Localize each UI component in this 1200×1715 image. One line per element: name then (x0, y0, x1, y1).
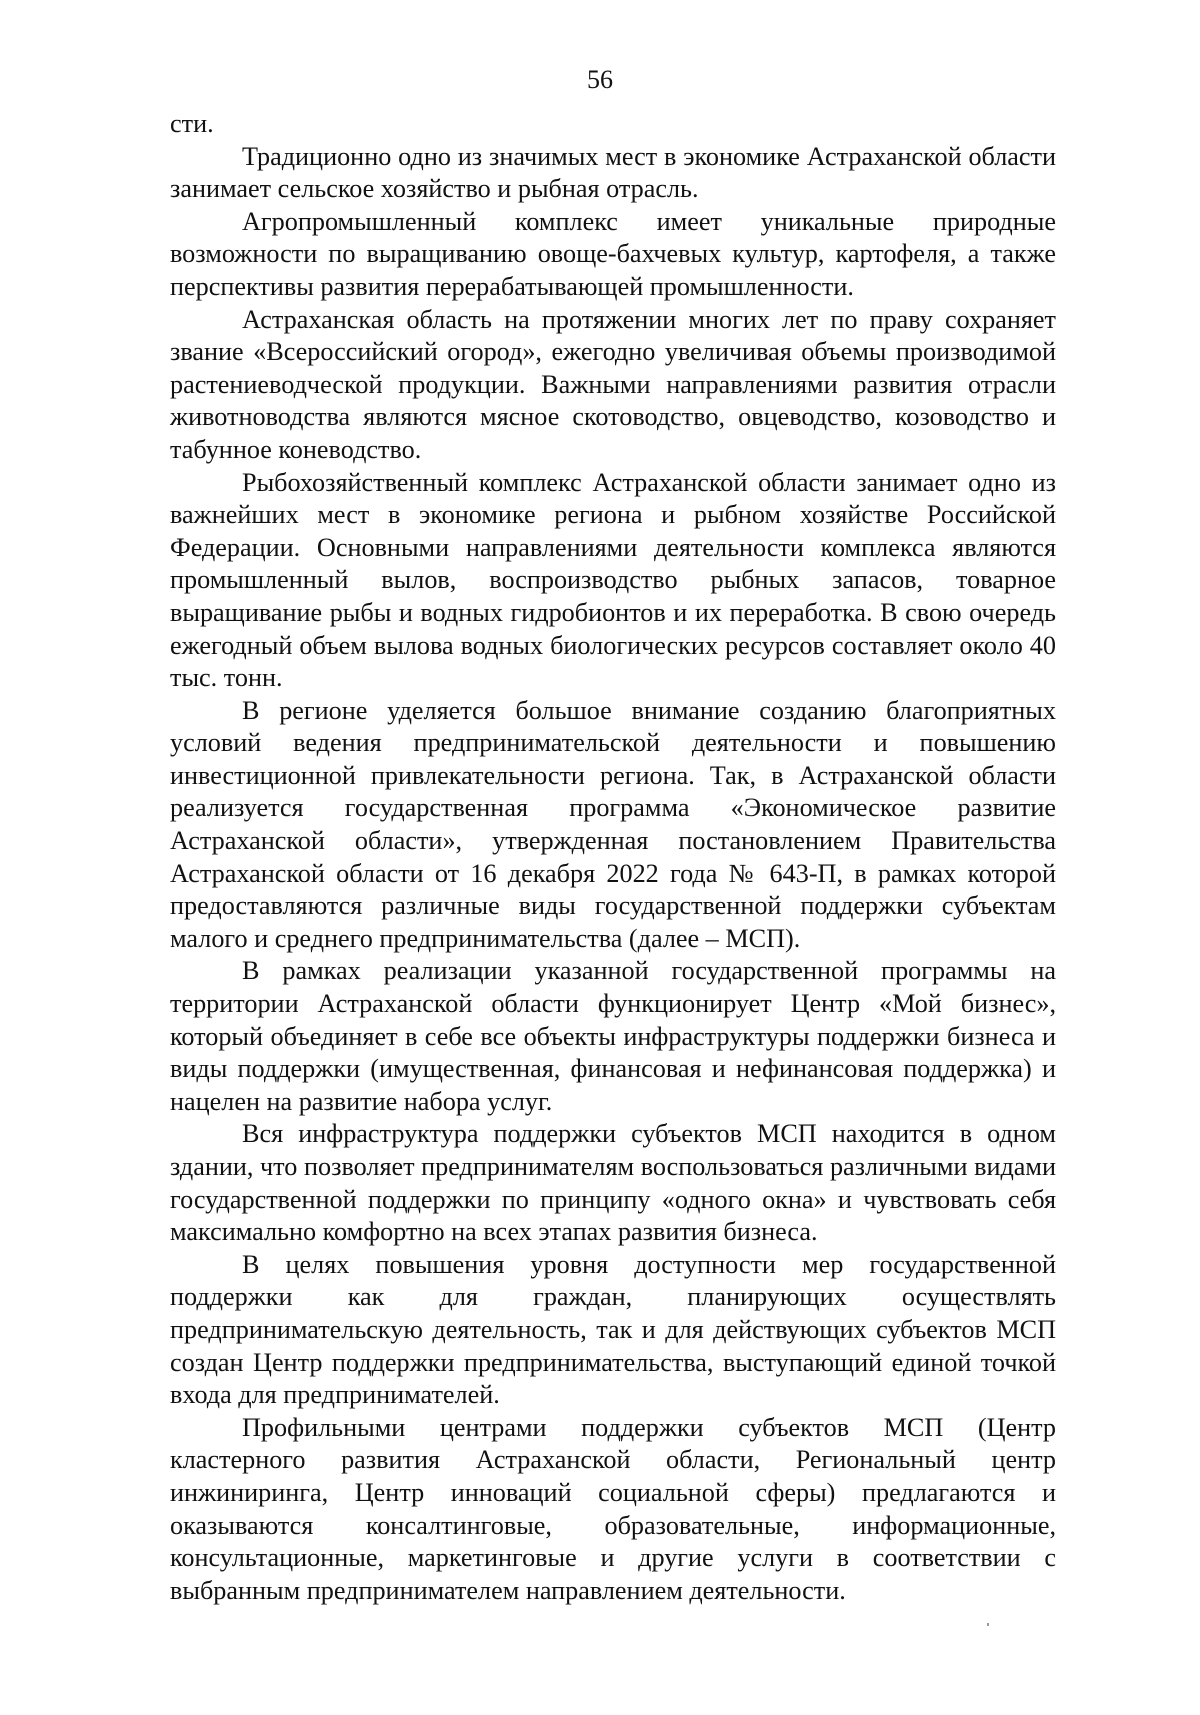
paragraph-vegetable-garden: Астраханская область на протяжении многих лет по праву сохраняет звание «Всероссийский огород», ежегодно увеличивая объемы производимой растениеводческой продукции. Важными направлениями развития отрасли животноводства являются мясное скотоводство, овцеводство, козоводство и табунное коневодство. (170, 304, 1056, 464)
scan-speck (987, 1623, 989, 1626)
paragraph-continuation: сти. (170, 109, 214, 138)
paragraph-fishery-complex: Рыбохозяйственный комплекс Астраханской области занимает одно из важнейших мест в экономике региона и рыбном хозяйстве Российской Федерации. Основными направлениями деятельности комплекса являются промышленный вылов, воспроизводство рыбных запасов, товарное выращивание рыбы и водных гидробионтов и их переработка. В свою очередь ежегодный объем вылова водных биологических ресурсов составляет около 40 тыс. тонн. (170, 467, 1056, 693)
paragraph-support-center: В целях повышения уровня доступности мер государственной поддержки как для граждан, планирующих осуществлять предпринимательскую деятельность, так и для действующих субъектов МСП создан Центр поддержки предпринимательства, выступающий единой точкой входа для предпринимателей. (170, 1249, 1056, 1410)
paragraph-state-program: В регионе уделяется большое внимание созданию благоприятных условий ведения предпринимательской деятельности и повышению инвестиционной привлекательности региона. Так, в Астраханской области реализуется государственная программа «Экономическое развитие Астраханской области», утвержденная постановлением Правительства Астраханской области от 16 декабря 2022 года № 643-П, в рамках которой предоставляются различные виды государственной поддержки субъектам малого и среднего предпринимательства (далее – МСП). (170, 695, 1056, 953)
body-text (170, 108, 1056, 1607)
paragraph-agro-complex: Агропромышленный комплекс имеет уникальные природные возможности по выращиванию овоще-бахчевых культур, картофеля, а также перспективы развития перерабатывающей промышленности. (170, 206, 1056, 301)
paragraph-specialized-centers: Профильными центрами поддержки субъектов МСП (Центр кластерного развития Астраханской области, Региональный центр инжиниринга, Центр инноваций социальной сферы) предлагаются и оказываются консалтинговые, образовательные, информационные, консультационные, маркетинговые и другие услуги в соответствии с выбранным предпринимателем направлением деятельности. (170, 1412, 1056, 1605)
paragraph-one-window: Вся инфраструктура поддержки субъектов МСП находится в одном здании, что позволяет предпринимателям воспользоваться различными видами государственной поддержки по принципу «одного окна» и чувствовать себя максимально комфортно на всех этапах развития бизнеса. (170, 1119, 1056, 1247)
paragraph-my-business-center: В рамках реализации указанной государственной программы на территории Астраханской области функционирует Центр «Мой бизнес», который объединяет в себе все объекты инфраструктуры поддержки бизнеса и виды поддержки (имущественная, финансовая и нефинансовая поддержка) и нацелен на развитие набора услуг. (170, 956, 1056, 1116)
paragraph-agriculture-intro: Традиционно одно из значимых мест в экономике Астраханской области занимает сельское хозяйство и рыбная отрасль. (170, 141, 1056, 204)
page-number: 56 (587, 65, 613, 94)
